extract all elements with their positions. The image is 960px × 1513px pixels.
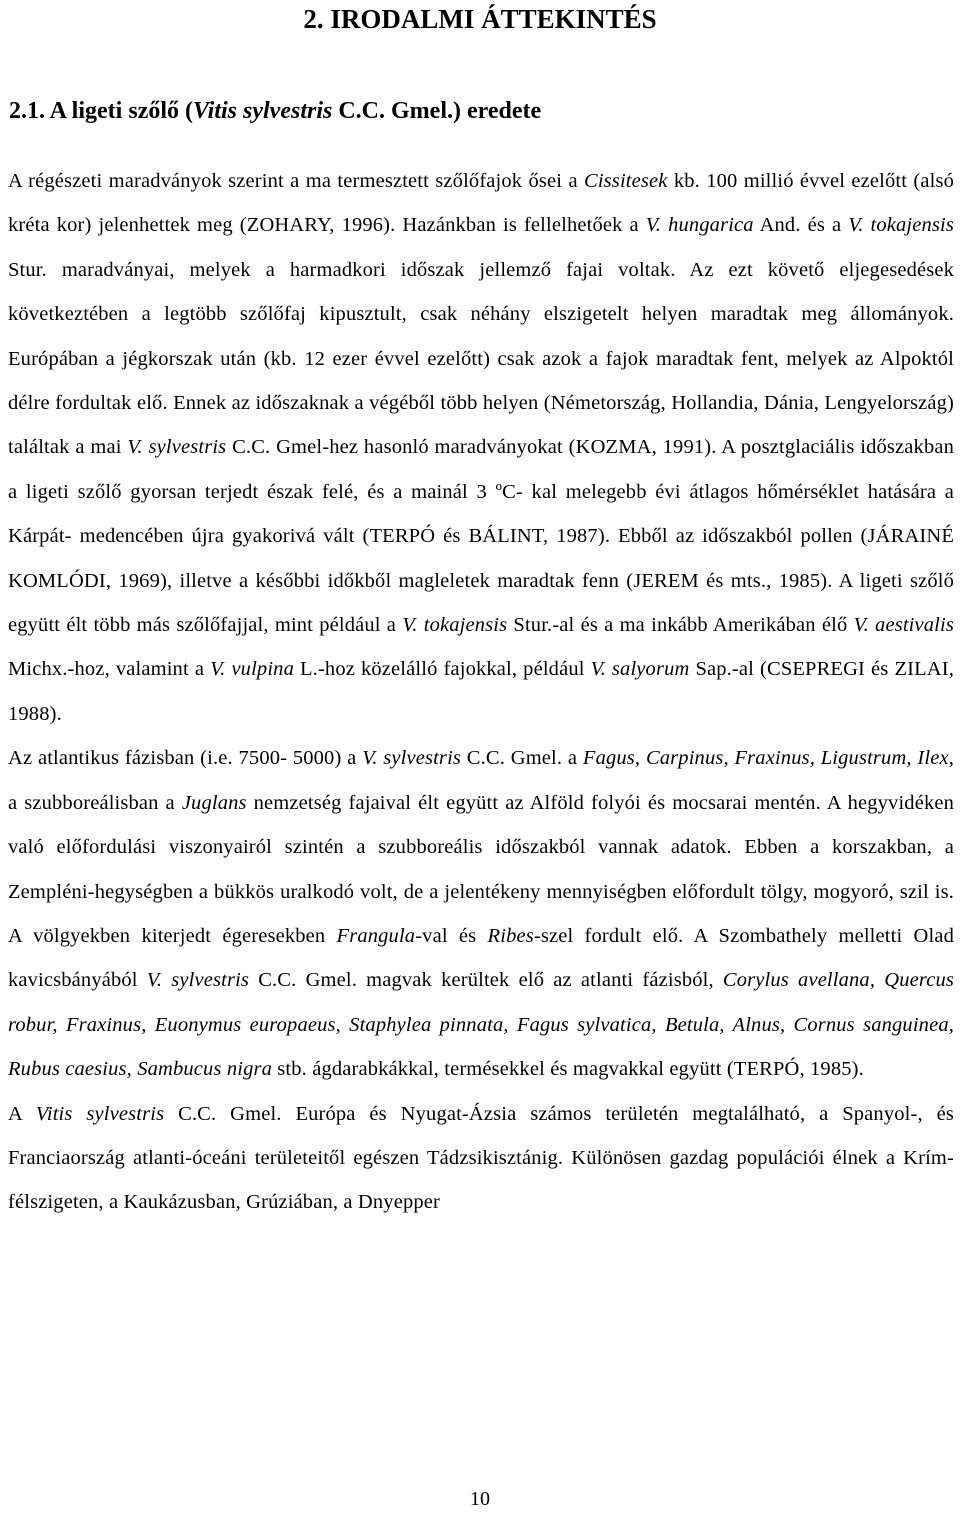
text-run: C.C. Gmel-hez hasonló maradványokat (KOZMA, 1991). A posztglaciális időszakban a ligeti szőlő gyorsan terjedt észak felé, és a mainál 3 ºC- kal melegebb évi átlagos hőmérséklet hatására a Kárpát- medencében újra gyakorivá vált (TERPÓ és BÁLINT, 1987). Ebből az időszakból pollen (JÁRAINÉ KOMLÓDI, 1969), illetve a későbbi időkből magleletek maradtak fenn (JEREM és mts., 1985). A ligeti szőlő együtt élt több más szőlőfajjal, mint például a	[8, 436, 955, 637]
text-run: C.C. Gmel. Európa és Nyugat-Ázsia számos területén megtalálható, a Spanyol-, és Franciaország atlanti-óceáni területeitől egészen Tádzsikisztánig. Különösen gazdag populációi élnek a Krím-félszigeten, a Kaukázusban, Grúziában, a Dnyepper	[8, 1102, 954, 1214]
italic-run: Corylus avellana, Quercus robur, Fraxinus, Euonymus europaeus, Staphylea pinnata, Fagus sylvatica, Betula, Alnus, Cornus sanguinea, Rubus caesius, Sambucus nigra	[8, 969, 955, 1081]
text-run: Az atlantikus fázisban (i.e. 7500- 5000) a	[8, 747, 363, 770]
text-run: C.C. Gmel. magvak kerültek elő az atlanti fázisból,	[249, 969, 723, 992]
italic-run: V. tokajensis	[848, 214, 955, 237]
text-run: A	[8, 1102, 36, 1125]
text-run: And. és a	[753, 214, 849, 237]
text-run: L.-hoz közelálló fajokkal, például	[293, 658, 591, 681]
italic-run: V. sylvestris	[127, 436, 227, 459]
italic-run: Frangula	[336, 924, 416, 947]
text-run: stb. ágdarabkákkal, termésekkel és magvakkal együtt (TERPÓ, 1985).	[272, 1058, 864, 1081]
italic-run: V. salyorum	[590, 658, 690, 681]
italic-run: V. aestivalis	[853, 614, 954, 637]
italic-run: V. sylvestris	[146, 969, 250, 992]
paragraph	[8, 1092, 954, 1225]
text-run: C.C. Gmel. a	[461, 747, 583, 770]
page-number: 10	[470, 1488, 490, 1510]
text-run: -szel fordult elő. A Szombathely melletti Olad kavicsbányából	[8, 924, 954, 992]
section-title-species: Vitis sylvestris	[192, 98, 333, 124]
italic-run: V. tokajensis	[402, 614, 508, 637]
chapter-title: 2. IRODALMI ÁTTEKINTÉS	[303, 4, 657, 34]
italic-run: Cissitesek	[584, 170, 668, 192]
italic-run: V. hungarica	[645, 214, 754, 237]
text-run: Stur. maradványai, melyek a harmadkori időszak jellemző fajai voltak. Az ezt követő eljegesedések következtében a legtöbb szőlőfaj kipusztult, csak néhány elszigetelt helyen maradtak meg állományok. Európában a jégkorszak után (kb. 12 ezer évvel ezelőtt) csak azok a fajok maradtak fent, melyek az Alpoktól délre fordultak elő. Ennek az időszaknak a végéből több helyen (Németország, Hollandia, Dánia, Lengyelország) találtak a mai	[8, 258, 954, 459]
section-title-suffix: C.C. Gmel.) eredete	[332, 98, 542, 124]
text-run: nemzetség fajaival élt együtt az Alföld folyói és mocsarai mentén. A hegyvidéken való előfordulási viszonyairól szintén a szubboreális időszakból vannak adatok. Ebben a korszakban, a Zempléni-hegységben a bükkös uralkodó volt, de a jelentékeny mennyiségben előfordult tölgy, mogyoró, szil is. A völgyekben kiterjedt égeresekben	[8, 791, 954, 947]
text-run: , a szubboreálisban a	[8, 747, 955, 814]
paragraph	[8, 159, 954, 736]
italic-run: Fagus, Carpinus, Fraxinus, Ligustrum, Ilex	[582, 747, 949, 770]
italic-run: V. vulpina	[210, 658, 294, 681]
text-run: -val és	[415, 924, 488, 947]
text-run: Michx.-hoz, valamint a	[8, 658, 211, 681]
section-title	[9, 96, 541, 126]
text-run: Stur.-al és a ma inkább Amerikában élő	[507, 614, 854, 637]
italic-run: Ribes	[487, 924, 534, 947]
body-text	[8, 159, 954, 1225]
text-run: kb. 100 millió évvel ezelőtt (alsó kréta kor) jelenhettek meg (ZOHARY, 1996). Hazánkban is fellelhetőek a	[8, 170, 954, 237]
italic-run: V. sylvestris	[362, 747, 462, 770]
italic-run: Juglans	[181, 791, 247, 814]
text-run: A régészeti maradványok szerint a ma termesztett szőlőfajok ősei a	[8, 170, 585, 192]
italic-run: Vitis sylvestris	[35, 1102, 165, 1125]
text-run: Sap.-al (CSEPREGI és ZILAI, 1988).	[8, 658, 954, 725]
paragraph	[8, 736, 954, 1091]
section-title-prefix: 2.1. A ligeti szőlő (	[9, 98, 193, 124]
